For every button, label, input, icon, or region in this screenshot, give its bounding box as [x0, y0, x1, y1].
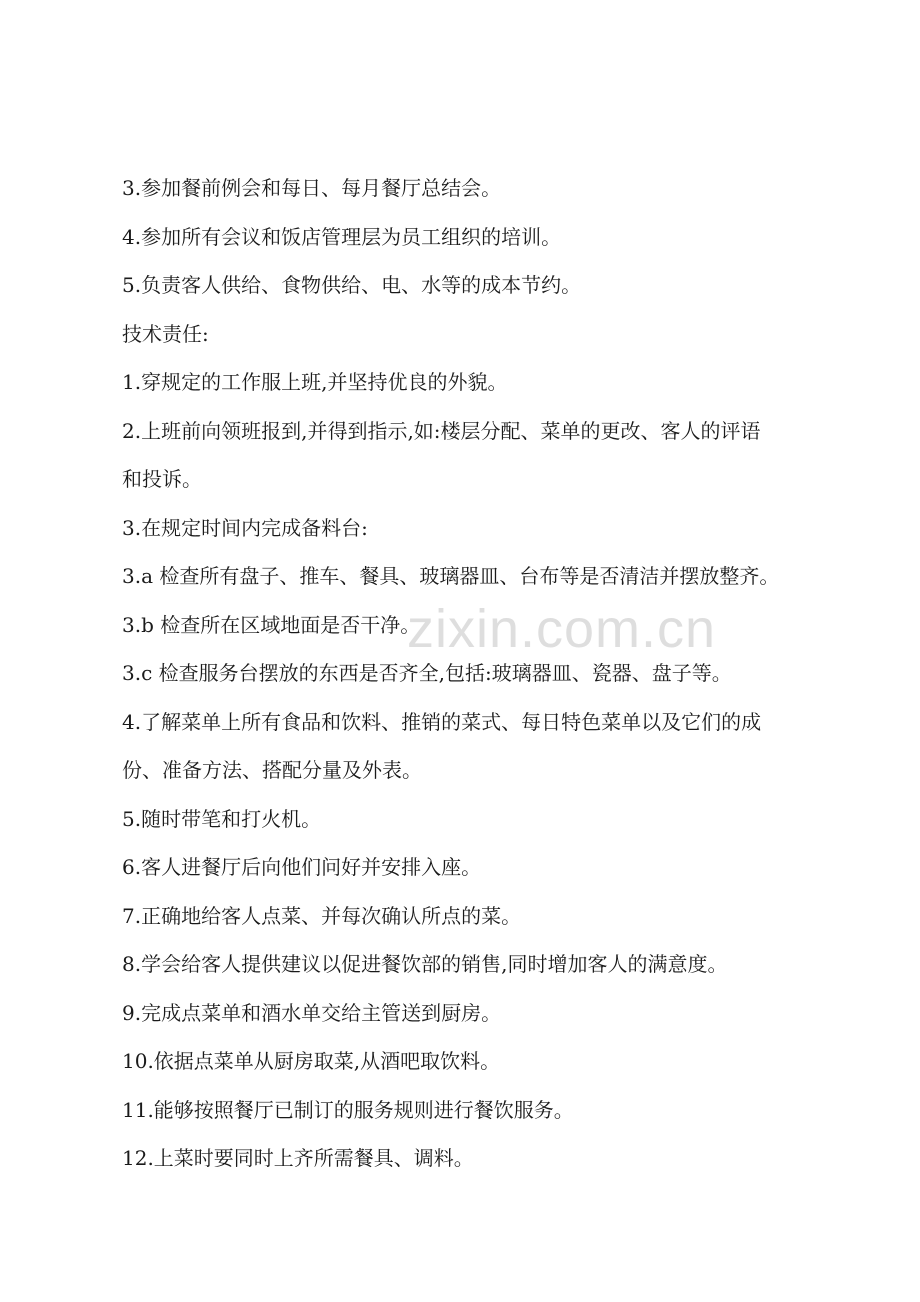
text-line: 11.能够按照餐厅已制订的服务规则进行餐饮服务。 [122, 1097, 574, 1122]
text-line: 6.客人进餐厅后向他们问好并安排入座。 [122, 855, 482, 879]
text-line: 10.依据点菜单从厨房取菜,从酒吧取饮料。 [122, 1049, 501, 1073]
text-line: 份、准备方法、搭配分量及外表。 [122, 758, 422, 782]
text-line: 和投诉。 [122, 467, 202, 491]
text-line: 5.随时带笔和打火机。 [122, 806, 322, 831]
text-line: 3.a 检查所有盘子、推车、餐具、玻璃器皿、台布等是否清洁并摆放整齐。 [122, 564, 780, 588]
text-line: 9.完成点菜单和酒水单交给主管送到厨房。 [122, 1000, 502, 1025]
text-line: 3.参加餐前例会和每日、每月餐厅总结会。 [122, 176, 502, 200]
watermark: zixin.com.cn [407, 599, 717, 659]
text-line: 3.b 检查所在区域地面是否干净。 [122, 612, 421, 637]
text-line: 5.负责客人供给、食物供给、电、水等的成本节约。 [122, 273, 582, 297]
text-line: 7.正确地给客人点菜、并每次确认所点的菜。 [122, 903, 522, 928]
text-line: 1.穿规定的工作服上班,并坚持优良的外貌。 [122, 370, 508, 394]
text-line: 4.了解菜单上所有食品和饮料、推销的菜式、每日特色菜单以及它们的成 [122, 709, 762, 734]
text-line: 3.在规定时间内完成备料台: [122, 515, 368, 540]
document-body [122, 168, 842, 1187]
text-line: 4.参加所有会议和饭店管理层为员工组织的培训。 [122, 224, 562, 249]
text-line: 3.c 检查服务台摆放的东西是否齐全,包括:玻璃器皿、瓷器、盘子等。 [122, 661, 732, 685]
text-line: 2.上班前向领班报到,并得到指示,如:楼层分配、菜单的更改、客人的评语 [122, 418, 761, 443]
text-line: 8.学会给客人提供建议以促进餐饮部的销售,同时增加客人的满意度。 [122, 952, 728, 976]
text-line: 12.上菜时要同时上齐所需餐具、调料。 [122, 1146, 474, 1170]
section-heading: 技术责任: [122, 321, 209, 346]
